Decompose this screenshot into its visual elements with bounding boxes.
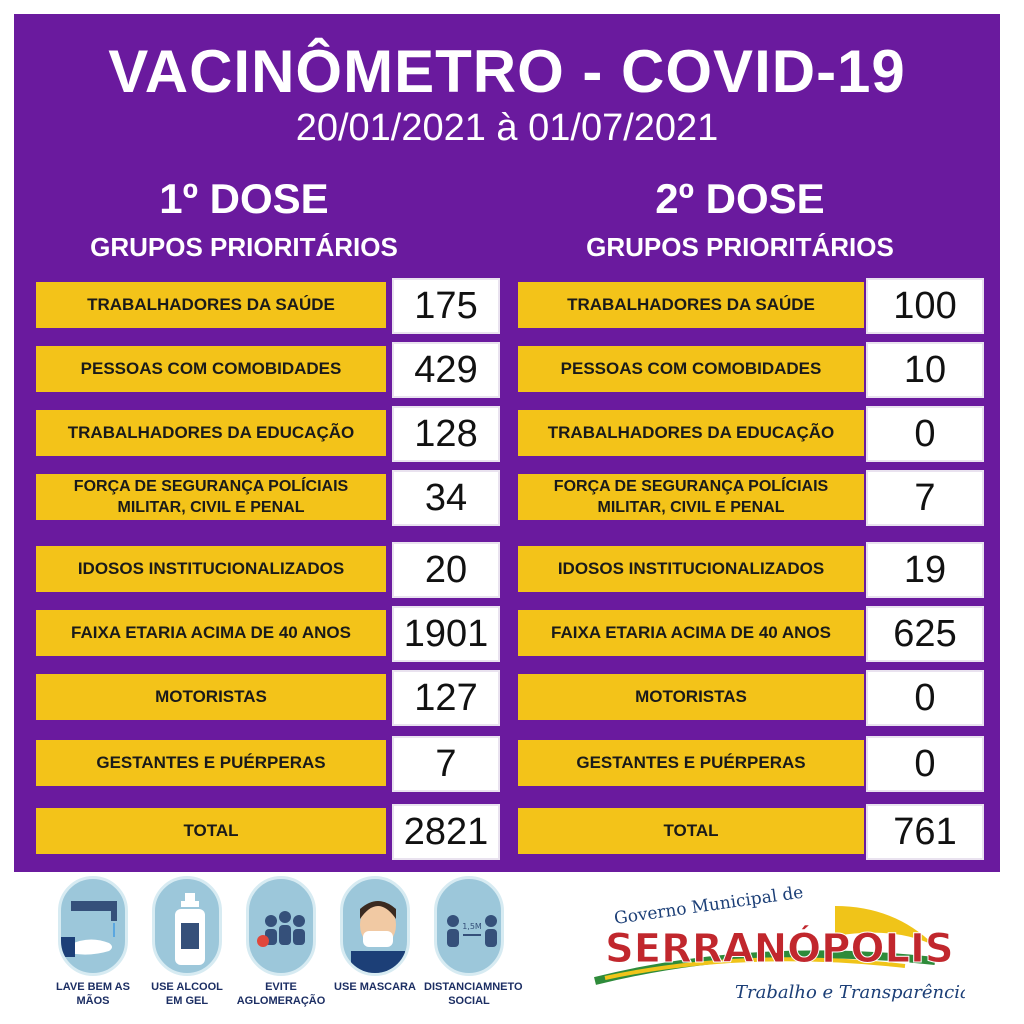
dose1-title: 1º DOSE bbox=[159, 175, 329, 222]
row-value: 429 bbox=[392, 342, 500, 398]
table-row bbox=[36, 342, 500, 394]
row-value: 34 bbox=[392, 470, 500, 526]
table-row bbox=[36, 278, 500, 330]
row-label: IDOSOS INSTITUCIONALIZADOS bbox=[36, 546, 386, 592]
prevention-item bbox=[330, 876, 420, 994]
dose1-header bbox=[54, 176, 434, 262]
dose2-header bbox=[550, 176, 930, 262]
row-value: 1901 bbox=[392, 606, 500, 662]
row-value: 127 bbox=[392, 670, 500, 726]
table-row bbox=[36, 542, 500, 594]
row-value: 20 bbox=[392, 542, 500, 598]
row-value: 7 bbox=[392, 736, 500, 792]
row-label: PESSOAS COM COMOBIDADES bbox=[36, 346, 386, 392]
row-label: IDOSOS INSTITUCIONALIZADOS bbox=[518, 546, 864, 592]
table-row bbox=[518, 606, 984, 658]
row-label: PESSOAS COM COMOBIDADES bbox=[518, 346, 864, 392]
row-label: FAIXA ETARIA ACIMA DE 40 ANOS bbox=[36, 610, 386, 656]
dose1-subtitle: GRUPOS PRIORITÁRIOS bbox=[90, 232, 398, 262]
municipal-logo bbox=[585, 886, 965, 1006]
table-row bbox=[36, 606, 500, 658]
prevention-caption: EVITE AGLOMERAÇÃO bbox=[236, 981, 326, 1007]
prevention-caption: LAVE BEM AS MÃOS bbox=[56, 981, 130, 1007]
table-row bbox=[36, 804, 500, 856]
vaccinometer-panel bbox=[14, 14, 1000, 872]
table-row bbox=[518, 804, 984, 856]
row-value: 625 bbox=[866, 606, 984, 662]
row-label: MOTORISTAS bbox=[518, 674, 864, 720]
table-row bbox=[518, 736, 984, 788]
date-range: 20/01/2021 à 01/07/2021 bbox=[295, 107, 719, 149]
row-value: 0 bbox=[866, 670, 984, 726]
row-value: 0 bbox=[866, 406, 984, 462]
row-label: TRABALHADORES DA SAÚDE bbox=[518, 282, 864, 328]
row-value: 128 bbox=[392, 406, 500, 462]
table-row bbox=[518, 470, 984, 522]
row-value: 7 bbox=[866, 470, 984, 526]
distance-icon bbox=[434, 876, 504, 976]
row-label: TRABALHADORES DA EDUCAÇÃO bbox=[36, 410, 386, 456]
row-label: GESTANTES E PUÉRPERAS bbox=[36, 740, 386, 786]
row-label: GESTANTES E PUÉRPERAS bbox=[518, 740, 864, 786]
dose2-title: 2º DOSE bbox=[655, 175, 825, 222]
table-row bbox=[518, 670, 984, 722]
prevention-item bbox=[424, 876, 523, 1008]
row-label: FORÇA DE SEGURANÇA POLÍCIAIS MILITAR, CIVIL E PENAL bbox=[36, 474, 386, 520]
table-row bbox=[36, 736, 500, 788]
dose2-subtitle: GRUPOS PRIORITÁRIOS bbox=[586, 232, 894, 262]
row-label: TOTAL bbox=[518, 808, 864, 854]
logo-name-text: SERRANÓPOLIS bbox=[605, 926, 954, 972]
svg-text:1,5M: 1,5M bbox=[462, 922, 482, 931]
crowd-icon bbox=[246, 876, 316, 976]
footer bbox=[30, 876, 990, 1016]
prevention-caption: USE ALCOOL EM GEL bbox=[151, 981, 223, 1007]
row-label: TRABALHADORES DA SAÚDE bbox=[36, 282, 386, 328]
table-row bbox=[36, 470, 500, 522]
row-value: 761 bbox=[866, 804, 984, 860]
prevention-item bbox=[142, 876, 232, 1008]
row-label: FAIXA ETARIA ACIMA DE 40 ANOS bbox=[518, 610, 864, 656]
row-value: 2821 bbox=[392, 804, 500, 860]
table-row bbox=[518, 342, 984, 394]
sanitizer-icon bbox=[152, 876, 222, 976]
page-title: VACINÔMETRO - COVID-19 bbox=[108, 38, 906, 105]
prevention-caption: DISTANCIAMNETO SOCIAL bbox=[424, 981, 523, 1007]
table-row bbox=[36, 670, 500, 722]
prevention-caption: USE MASCARA bbox=[334, 981, 416, 993]
table-row bbox=[36, 406, 500, 458]
row-label: FORÇA DE SEGURANÇA POLÍCIAIS MILITAR, CIVIL E PENAL bbox=[518, 474, 864, 520]
row-value: 19 bbox=[866, 542, 984, 598]
prevention-item bbox=[236, 876, 326, 1008]
row-value: 175 bbox=[392, 278, 500, 334]
logo-top-text: Governo Municipal de bbox=[612, 886, 805, 929]
row-value: 100 bbox=[866, 278, 984, 334]
row-value: 0 bbox=[866, 736, 984, 792]
row-label: TOTAL bbox=[36, 808, 386, 854]
row-value: 10 bbox=[866, 342, 984, 398]
prevention-item bbox=[48, 876, 138, 1008]
row-label: MOTORISTAS bbox=[36, 674, 386, 720]
table-row bbox=[518, 406, 984, 458]
logo-tagline-text: Trabalho e Transparência. bbox=[735, 982, 965, 1003]
table-row bbox=[518, 542, 984, 594]
mask-icon bbox=[340, 876, 410, 976]
hand-wash-icon bbox=[58, 876, 128, 976]
row-label: TRABALHADORES DA EDUCAÇÃO bbox=[518, 410, 864, 456]
table-row bbox=[518, 278, 984, 330]
